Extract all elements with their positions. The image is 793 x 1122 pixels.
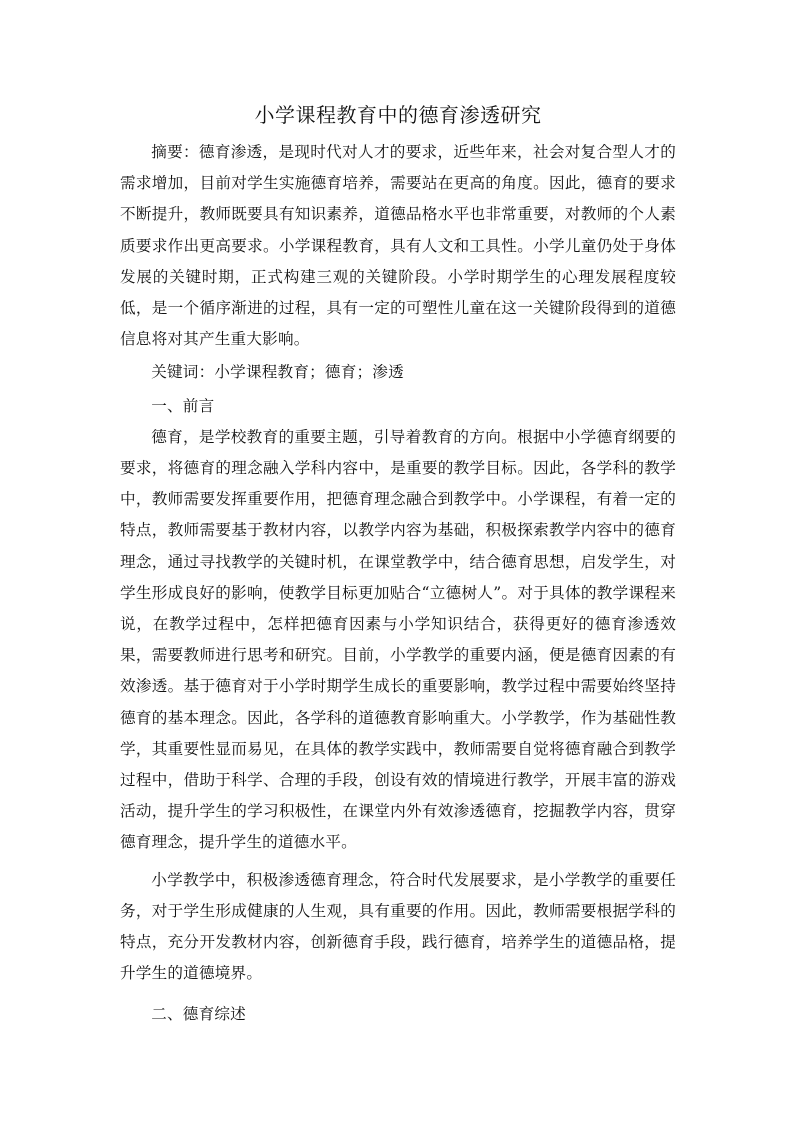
keywords-line: 关键词：小学课程教育；德育；渗透 [151, 363, 404, 382]
introduction-paragraph-1: 德育，是学校教育的重要主题，引导着教育的方向。根据中小学德育纲要的要求，将德育的理念融入学科内容中，是重要的教学目标。因此，各学科的教学中，教师需要发挥重要作用，把德育理念融合到教学中。小学课程，有着一定的特点，教师需要基于教材内容，以教学内容为基础，积极探索教学内容中的德育理念，通过寻找教学的关键时机，在课堂教学中，结合德育思想，启发学生，对学生形成良好的影响，使教学目标更加贴合“立德树人”。对于具体的教学课程来说，在教学过程中，怎样把德育因素与小学知识结合，获得更好的德育渗透效果，需要教师进行思考和研究。目前，小学教学的重要内涵，便是德育因素的有效渗透。基于德育对于小学时期学生成长的重要影响，教学过程中需要始终坚持德育的基本理念。因此，各学科的道德教育影响重大。小学教学，作为基础性教学，其重要性显而易见，在具体的教学实践中，教师需要自觉将德育融合到教学过程中，借助于科学、合理的手段，创设有效的情境进行教学，开展丰富的游戏活动，提升学生的学习积极性，在课堂内外有效渗透德育，挖掘教学内容，贯穿德育理念，提升学生的道德水平。 [120, 427, 676, 852]
section-heading-moral-education-overview: 二、德育综述 [151, 1005, 246, 1024]
introduction-paragraph-2: 小学教学中，积极渗透德育理念，符合时代发展要求，是小学教学的重要任务，对于学生形成健康的人生观，具有重要的作用。因此，教师需要根据学科的特点，充分开发教材内容，创新德育手段，践行德育，培养学生的道德品格，提升学生的道德境界。 [120, 870, 676, 983]
document-title: 小学课程教育中的德育渗透研究 [254, 103, 542, 127]
section-heading-introduction: 一、前言 [151, 396, 215, 415]
document-content [120, 98, 676, 1031]
abstract-paragraph: 摘要：德育渗透，是现时代对人才的要求，近些年来，社会对复合型人才的需求增加，目前对学生实施德育培养，需要站在更高的角度。因此，德育的要求不断提升，教师既要具有知识素养，道德品格水平也非常重要，对教师的个人素质要求作出更高要求。小学课程教育，具有人文和工具性。小学儿童仍处于身体发展的关键时期，正式构建三观的关键阶段。小学时期学生的心理发展程度较低，是一个循序渐进的过程，具有一定的可塑性儿童在这一关键阶段得到的道德信息将对其产生重大影响。 [120, 143, 676, 349]
